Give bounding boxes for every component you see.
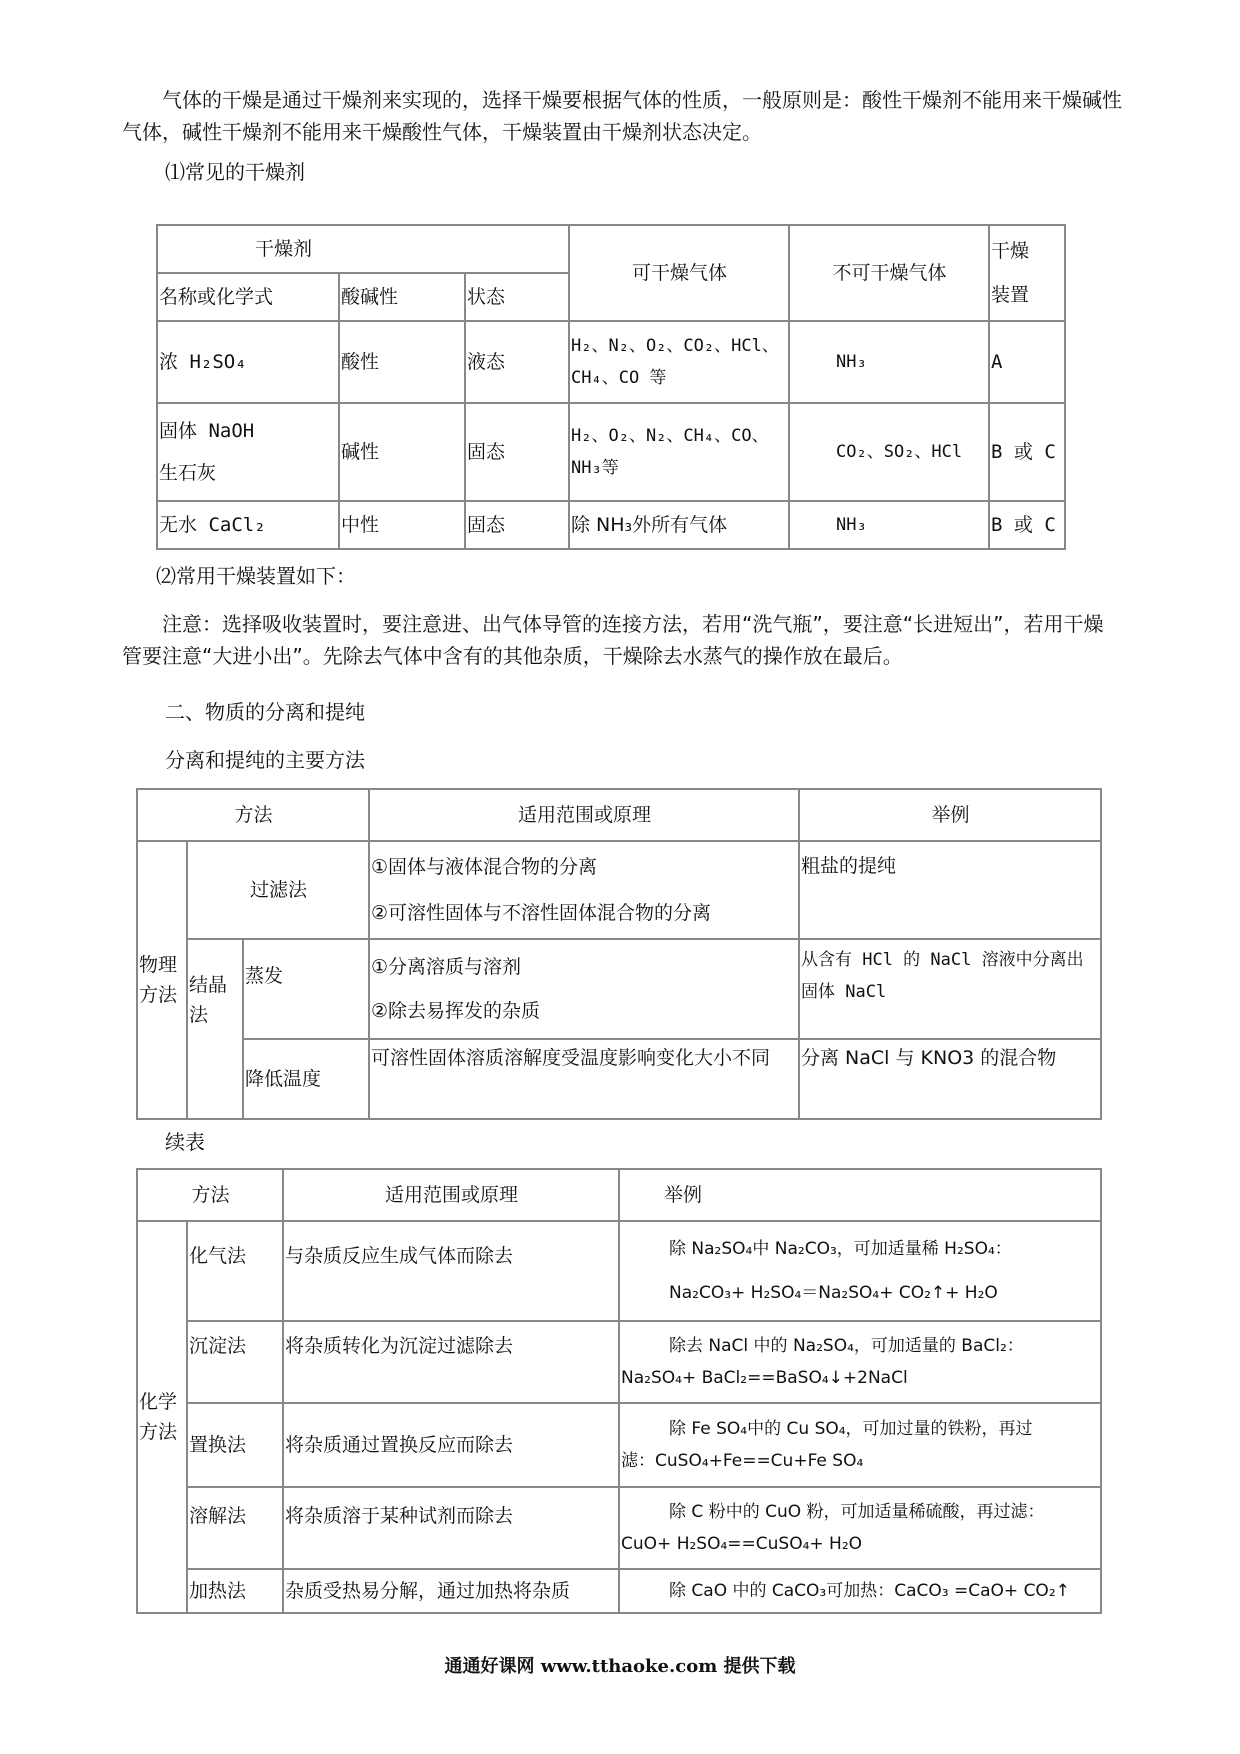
cell-method: 加热法 <box>187 1569 283 1613</box>
cell-example: 除 Na₂SO₄中 Na₂CO₃，可加适量稀 H₂SO₄： Na₂CO₃+ H₂SO₄＝Na₂SO₄+ CO₂↑+ H₂O <box>619 1221 1101 1321</box>
table-row <box>137 1039 1101 1119</box>
header-name: 名称或化学式 <box>157 273 339 321</box>
chemical-methods-table <box>136 1168 1102 1614</box>
header-can-dry: 可干燥气体 <box>569 225 789 321</box>
physical-methods-table <box>136 788 1102 1120</box>
header-method: 方法 <box>137 1169 283 1221</box>
cell-acidity: 碱性 <box>339 403 465 501</box>
cell-example: 除 Fe SO₄中的 Cu SO₄，可加过量的铁粉，再过 滤：CuSO₄+Fe==Cu+Fe SO₄ <box>619 1403 1101 1487</box>
cell-state: 固态 <box>465 501 569 549</box>
cell-example: 除 CaO 中的 CaCO₃可加热：CaCO₃ =CaO+ CO₂↑ <box>619 1569 1101 1613</box>
page-footer: 通通好课网 www.tthaoke.com 提供下载 <box>444 1656 796 1677</box>
header-method: 方法 <box>137 789 369 841</box>
header-scope: 适用范围或原理 <box>369 789 799 841</box>
header-example: 举例 <box>619 1169 1101 1221</box>
cell-scope: ①分离溶质与溶剂 ②除去易挥发的杂质 <box>369 939 799 1039</box>
cell-cannot-dry: CO₂、SO₂、HCl <box>789 403 989 501</box>
cell-scope: 将杂质通过置换反应而除去 <box>283 1403 619 1487</box>
cell-scope: ①固体与液体混合物的分离 ②可溶性固体与不溶性固体混合物的分离 <box>369 841 799 939</box>
method-cooling: 降低温度 <box>243 1039 369 1119</box>
method-filter: 过滤法 <box>187 841 369 939</box>
table-row <box>137 841 1101 939</box>
table-row <box>157 403 1065 501</box>
cell-scope: 与杂质反应生成气体而除去 <box>283 1221 619 1321</box>
cell-device: B 或 C <box>989 501 1065 549</box>
cell-example: 从含有 HCl 的 NaCl 溶液中分离出固体 NaCl <box>799 939 1101 1039</box>
cell-name: 无水 CaCl₂ <box>157 501 339 549</box>
cell-name: 固体 NaOH 生石灰 <box>157 403 339 501</box>
cell-example: 分离 NaCl 与 KNO3 的混合物 <box>799 1039 1101 1119</box>
cell-cannot-dry: NH₃ <box>789 321 989 403</box>
cell-example: 除 C 粉中的 CuO 粉，可加适量稀硫酸，再过滤： CuO+ H₂SO₄==CuSO₄+ H₂O <box>619 1487 1101 1569</box>
cell-acidity: 酸性 <box>339 321 465 403</box>
cell-scope: 杂质受热易分解，通过加热将杂质 <box>283 1569 619 1613</box>
continued-label: 续表 <box>165 1130 205 1154</box>
table-row <box>137 1221 1101 1321</box>
cell-method: 沉淀法 <box>187 1321 283 1403</box>
header-desiccant-group: 干燥剂 <box>157 225 569 273</box>
category-chemical: 化学方法 <box>137 1221 187 1613</box>
cell-can-dry: 除 NH₃外所有气体 <box>569 501 789 549</box>
header-cannot-dry: 不可干燥气体 <box>789 225 989 321</box>
header-state: 状态 <box>465 273 569 321</box>
cell-method: 溶解法 <box>187 1487 283 1569</box>
desiccant-table <box>156 224 1066 550</box>
cell-example: 粗盐的提纯 <box>799 841 1101 939</box>
header-example: 举例 <box>799 789 1101 841</box>
cell-scope: 将杂质溶于某种试剂而除去 <box>283 1487 619 1569</box>
table-row <box>137 1487 1101 1569</box>
cell-state: 液态 <box>465 321 569 403</box>
note-paragraph: 注意：选择吸收装置时，要注意进、出气体导管的连接方法，若用“洗气瓶”，要注意“长进短出”，若用干燥管要注意“大进小出”。先除去气体中含有的其他杂质，干燥除去水蒸气的操作放在最后。 <box>122 612 1104 668</box>
table-row <box>137 1403 1101 1487</box>
table-row <box>157 501 1065 549</box>
section-subheading: 分离和提纯的主要方法 <box>165 748 365 772</box>
cell-state: 固态 <box>465 403 569 501</box>
cell-acidity: 中性 <box>339 501 465 549</box>
cell-name: 浓 H₂SO₄ <box>157 321 339 403</box>
cell-can-dry: H₂、O₂、N₂、CH₄、CO、 NH₃等 <box>569 403 789 501</box>
cell-can-dry: H₂、N₂、O₂、CO₂、HCl、 CH₄、CO 等 <box>569 321 789 403</box>
section-heading: 二、物质的分离和提纯 <box>165 700 365 724</box>
method-evaporation: 蒸发 <box>243 939 369 1039</box>
cell-method: 置换法 <box>187 1403 283 1487</box>
cell-device: A <box>989 321 1065 403</box>
subheading-desiccants: ⑴常见的干燥剂 <box>165 160 305 184</box>
cell-scope: 将杂质转化为沉淀过滤除去 <box>283 1321 619 1403</box>
cell-device: B 或 C <box>989 403 1065 501</box>
cell-example: 除去 NaCl 中的 Na₂SO₄，可加适量的 BaCl₂： Na₂SO₄+ BaCl₂==BaSO₄↓+2NaCl <box>619 1321 1101 1403</box>
cell-cannot-dry: NH₃ <box>789 501 989 549</box>
table-row <box>137 939 1101 1039</box>
header-scope: 适用范围或原理 <box>283 1169 619 1221</box>
method-crystallization: 结晶法 <box>187 939 243 1119</box>
subheading-devices: ⑵常用干燥装置如下： <box>156 564 356 588</box>
table-row <box>137 1321 1101 1403</box>
category-physical: 物理方法 <box>137 841 187 1119</box>
intro-paragraph: 气体的干燥是通过干燥剂来实现的，选择干燥要根据气体的性质，一般原则是：酸性干燥剂不能用来干燥碱性气体，碱性干燥剂不能用来干燥酸性气体，干燥装置由干燥剂状态决定。 <box>122 88 1122 144</box>
cell-scope: 可溶性固体溶质溶解度受温度影响变化大小不同 <box>369 1039 799 1119</box>
table-row <box>157 321 1065 403</box>
table-row <box>137 1569 1101 1613</box>
header-acidity: 酸碱性 <box>339 273 465 321</box>
cell-method: 化气法 <box>187 1221 283 1321</box>
header-device: 干燥 装置 <box>989 225 1065 321</box>
